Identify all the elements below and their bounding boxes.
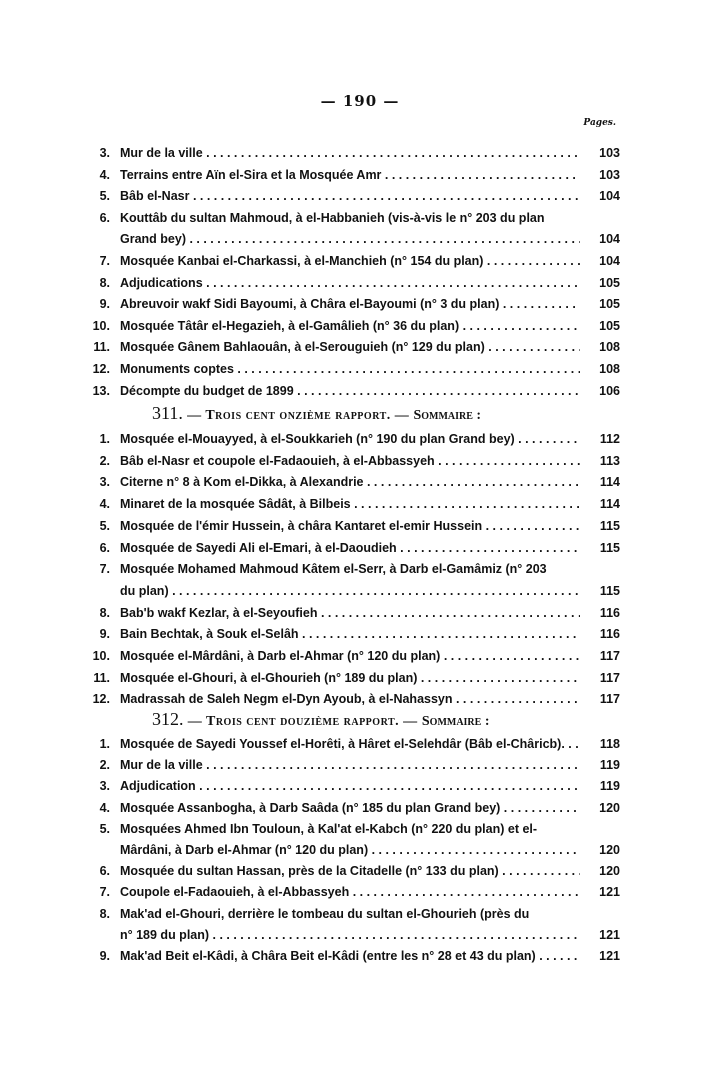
section-number: 311. <box>152 403 183 423</box>
entry-number: 13. <box>92 383 110 398</box>
entry-number: 2. <box>99 453 110 468</box>
entry-text: Adjudications . . . <box>120 274 580 292</box>
entry-text: Mosquée Kanbai el-Charkassi, à el-Manchieh (n° 154 du plan) . . . <box>120 252 580 270</box>
entry-number: 12. <box>92 692 110 707</box>
entry-text: Mak'ad Beit el-Kâdi, à Châra Beit el-Kâdi (entre les n° 28 et 43 du plan) . . . <box>120 947 580 965</box>
section-311-heading <box>152 402 632 427</box>
section-number: 312. <box>152 709 184 729</box>
entry-number: 5. <box>99 518 110 533</box>
entry-number: 4. <box>99 497 110 512</box>
entry-number: 7. <box>99 562 110 577</box>
entry-text: Mârdâni, à Darb el-Ahmar (n° 120 du plan) . . . <box>120 841 580 859</box>
entry-number: 9. <box>99 297 110 312</box>
entry-page: 112 <box>599 432 620 446</box>
entry-text: Abreuvoir wakf Sidi Bayoumi, à Châra el-Bayoumi (n° 3 du plan) . . . <box>120 295 580 313</box>
entry-text: n° 189 du plan) . . . <box>120 926 580 944</box>
entry-number: 1. <box>99 737 110 751</box>
entry-number: 4. <box>99 800 110 815</box>
entry-number: 10. <box>92 649 110 663</box>
entry-number: 5. <box>99 189 110 204</box>
entry-text: Mosquée Assanbogha, à Darb Saâda (n° 185 du plan Grand bey) . . . <box>120 799 580 817</box>
entry-number: 12. <box>92 362 110 376</box>
entry-number: 11. <box>93 670 110 685</box>
entry-number: 3. <box>99 779 110 794</box>
entry-number: 4. <box>99 167 110 182</box>
entry-text: Mosquée du sultan Hassan, près de la Citadelle (n° 133 du plan) . . . <box>120 862 580 880</box>
entry-number: 3. <box>99 146 110 160</box>
entry-text: Terrains entre Aïn el-Sira et la Mosquée Amr . . . <box>120 166 580 184</box>
section-title: — Trois cent onzième rapport. — <box>187 408 410 423</box>
entry-page: 119 <box>599 758 620 773</box>
entry-page: 108 <box>599 340 620 355</box>
entry-page: 115 <box>599 518 620 533</box>
entry-text: Madrassah de Saleh Negm el-Dyn Ayoub, à el-Nahassyn . . . <box>120 690 580 708</box>
entry-text: Mosquée el-Mouayyed, à el-Soukkarieh (n° 190 du plan Grand bey) . . . <box>120 430 580 448</box>
entry-page: 115 <box>599 540 620 555</box>
entry-number: 7. <box>99 885 110 900</box>
entry-page: 103 <box>599 146 620 160</box>
entry-text: Mosquée de Sayedi Youssef el-Horêti, à Hâret el-Selehdâr (Bâb el-Châricb). . . . <box>120 735 580 753</box>
entry-page: 114 <box>599 475 620 490</box>
entry-page: 103 <box>599 167 620 182</box>
entry-text: Mosquée Mohamed Mahmoud Kâtem el-Serr, à Darb el-Gamâmiz (n° 203 <box>120 562 547 577</box>
entry-page: 120 <box>599 864 620 879</box>
entry-page: 121 <box>599 927 620 942</box>
entry-number: 3. <box>99 475 110 490</box>
entry-page: 117 <box>599 649 620 663</box>
entry-text: Décompte du budget de 1899 . . . <box>120 382 580 400</box>
entry-number: 7. <box>99 254 110 268</box>
entry-number: 1. <box>99 432 110 446</box>
entry-number: 11. <box>93 340 110 355</box>
entry-text: Coupole el-Fadaouieh, à el-Abbassyeh . . . <box>120 883 580 901</box>
entry-number: 6. <box>99 864 110 879</box>
entry-text: Mosquées Ahmed Ibn Touloun, à Kal'at el-Kabch (n° 220 du plan) et el- <box>120 821 538 836</box>
entry-page: 118 <box>599 737 620 751</box>
entry-number: 9. <box>99 949 110 963</box>
entry-page: 121 <box>599 885 620 900</box>
entry-page: 113 <box>599 453 620 468</box>
entry-text: Mosquée de l'émir Hussein, à châra Kantaret el-emir Hussein . . . <box>120 517 580 535</box>
entry-text: Mosquée Gânem Bahlaouân, à el-Serouguieh (n° 129 du plan) . . . <box>120 338 580 356</box>
entry-page: 104 <box>599 232 620 247</box>
entry-page: 116 <box>599 605 620 620</box>
entry-page: 117 <box>599 670 620 685</box>
entry-text: Adjudication . . . <box>120 777 580 795</box>
entry-page: 120 <box>599 800 620 815</box>
section-312-heading <box>152 708 632 733</box>
entry-number: 8. <box>99 906 110 921</box>
entry-number: 8. <box>99 605 110 620</box>
entry-page: 104 <box>599 254 620 268</box>
section-summary-label: Sommaire : <box>421 714 490 729</box>
entry-text: Minaret de la mosquée Sâdât, à Bilbeis . . . <box>120 495 580 513</box>
entry-page: 104 <box>599 189 620 204</box>
entry-text: Mosquée de Sayedi Ali el-Emari, à el-Daoudieh . . . <box>120 539 580 557</box>
entry-page: 106 <box>599 383 620 398</box>
entry-text: Bain Bechtak, à Souk el-Selâh . . . <box>120 625 580 643</box>
entry-number: 10. <box>92 318 110 333</box>
entry-text: Kouttâb du sultan Mahmoud, à el-Habbanieh (vis-à-vis le n° 203 du plan <box>120 210 545 225</box>
entry-page: 108 <box>599 362 620 376</box>
entry-page: 114 <box>599 497 620 512</box>
entry-text: Bâb el-Nasr . . . <box>120 187 580 205</box>
entry-number: 5. <box>99 821 110 836</box>
entry-text: Bâb el-Nasr et coupole el-Fadaouieh, à el-Abbassyeh . . . <box>120 452 580 470</box>
entry-text: Mur de la ville . . . <box>120 144 580 162</box>
entry-text: Mak'ad el-Ghouri, derrière le tombeau du sultan el-Ghourieh (près du <box>120 906 530 921</box>
entry-page: 117 <box>599 692 620 707</box>
entry-text: Mosquée Tâtâr el-Hegazieh, à el-Gamâlieh (n° 36 du plan) . . . <box>120 317 580 335</box>
entry-number: 8. <box>99 275 110 290</box>
entry-text: du plan) . . . <box>120 582 580 600</box>
entry-page: 121 <box>599 949 620 963</box>
entry-page: 105 <box>599 318 620 333</box>
entry-number: 6. <box>99 540 110 555</box>
entry-number: 6. <box>99 210 110 225</box>
entry-page: 105 <box>599 275 620 290</box>
entry-page: 119 <box>599 779 620 794</box>
section-title: — Trois cent douzième rapport. — <box>187 714 418 729</box>
entry-number: 9. <box>99 627 110 642</box>
entry-number: 2. <box>99 758 110 773</box>
entry-page: 115 <box>599 583 620 598</box>
pages-column-label: Pages. <box>583 118 616 128</box>
entry-text: Monuments coptes . . . <box>120 360 580 378</box>
section-summary-label: Sommaire : <box>413 408 482 423</box>
entry-text: Mur de la ville . . . <box>120 756 580 774</box>
entry-page: 105 <box>599 297 620 312</box>
entry-page: 120 <box>599 843 620 857</box>
entry-page: 116 <box>599 627 620 642</box>
page-number: — 190 — <box>320 92 400 110</box>
entry-text: Grand bey) . . . <box>120 230 580 248</box>
entry-text: Bab'b wakf Kezlar, à el-Seyoufieh . . . <box>120 604 580 622</box>
entry-text: Mosquée el-Ghouri, à el-Ghourieh (n° 189 du plan) . . . <box>120 669 580 687</box>
entry-text: Mosquée el-Mârdâni, à Darb el-Ahmar (n° 120 du plan) . . . <box>120 647 580 665</box>
entry-text: Citerne n° 8 à Kom el-Dikka, à Alexandrie . . . <box>120 473 580 491</box>
